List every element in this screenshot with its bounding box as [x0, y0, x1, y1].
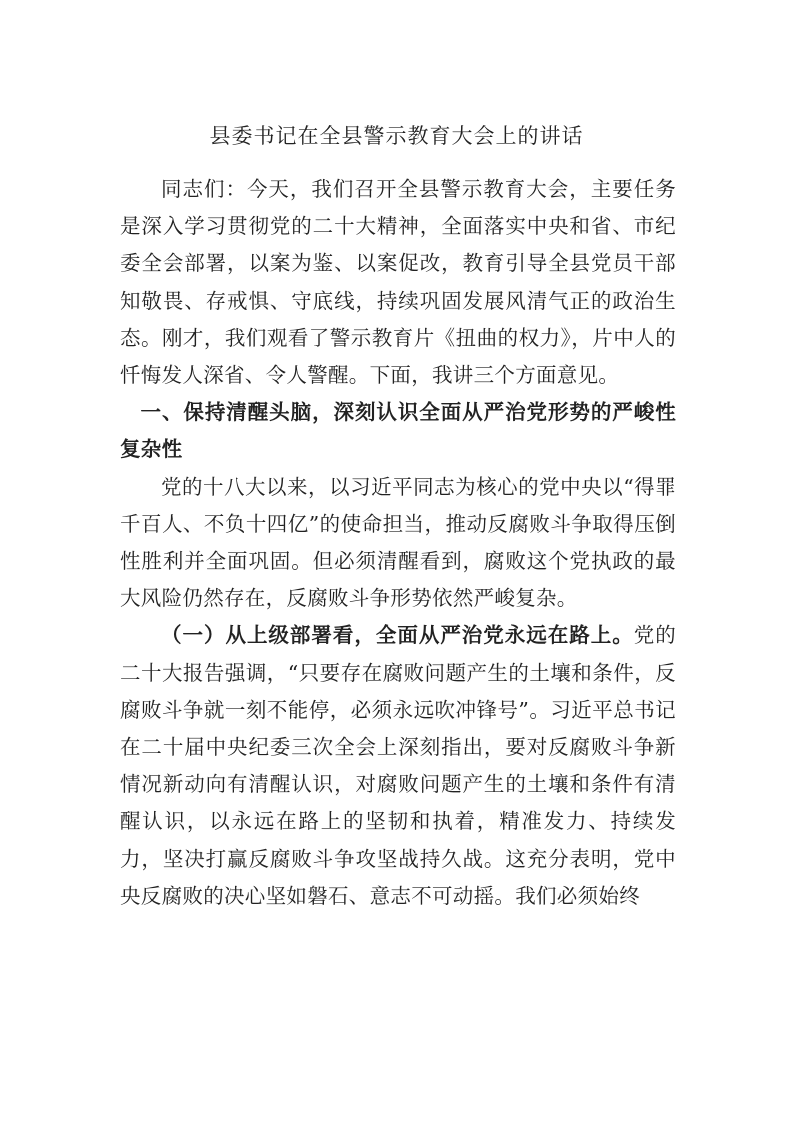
intro-paragraph: 同志们：今天，我们召开全县警示教育大会，主要任务是深入学习贯彻党的二十大精神，全面落实中央和省、市纪委全会部署，以案为鉴、以案促改，教育引导全县党员干部知敬畏、存戒惧、守底线，持续巩固发展风清气正的政治生态。刚才，我们观看了警示教育片《扭曲的权力》，片中人的忏悔发人深省、令人警醒。下面，我讲三个方面意见。 — [120, 177, 676, 388]
document-body — [120, 171, 676, 915]
section-heading-1: 一、保持清醒头脑，深刻认识全面从严治党形势的严峻性复杂性 — [120, 400, 676, 462]
section-1-paragraph: 党的十八大以来，以习近平同志为核心的党中央以“得罪千百人、不负十四亿”的使命担当，推动反腐败斗争取得压倒性胜利并全面巩固。但必须清醒看到，腐败这个党执政的最大风险仍然存在，反腐败斗争形势依然严峻复杂。 — [120, 474, 676, 611]
subsection-1-paragraph — [120, 617, 676, 915]
subsection-1-lead: （一）从上级部署看，全面从严治党永远在路上。 — [161, 623, 634, 648]
subsection-1-text: 党的二十大报告强调，“只要存在腐败问题产生的土壤和条件，反腐败斗争就一刻不能停，必须永远吹冲锋号”。习近平总书记在二十届中央纪委三次全会上深刻指出，要对反腐败斗争新情况新动向有清醒认识，对腐败问题产生的土壤和条件有清醒认识，以永远在路上的坚韧和执着，精准发力、持续发力，坚决打赢反腐败斗争攻坚战持久战。这充分表明，党中央反腐败的决心坚如磐石、意志不可动摇。我们必须始终 — [120, 623, 676, 908]
document-title: 县委书记在全县警示教育大会上的讲话 — [209, 124, 584, 148]
